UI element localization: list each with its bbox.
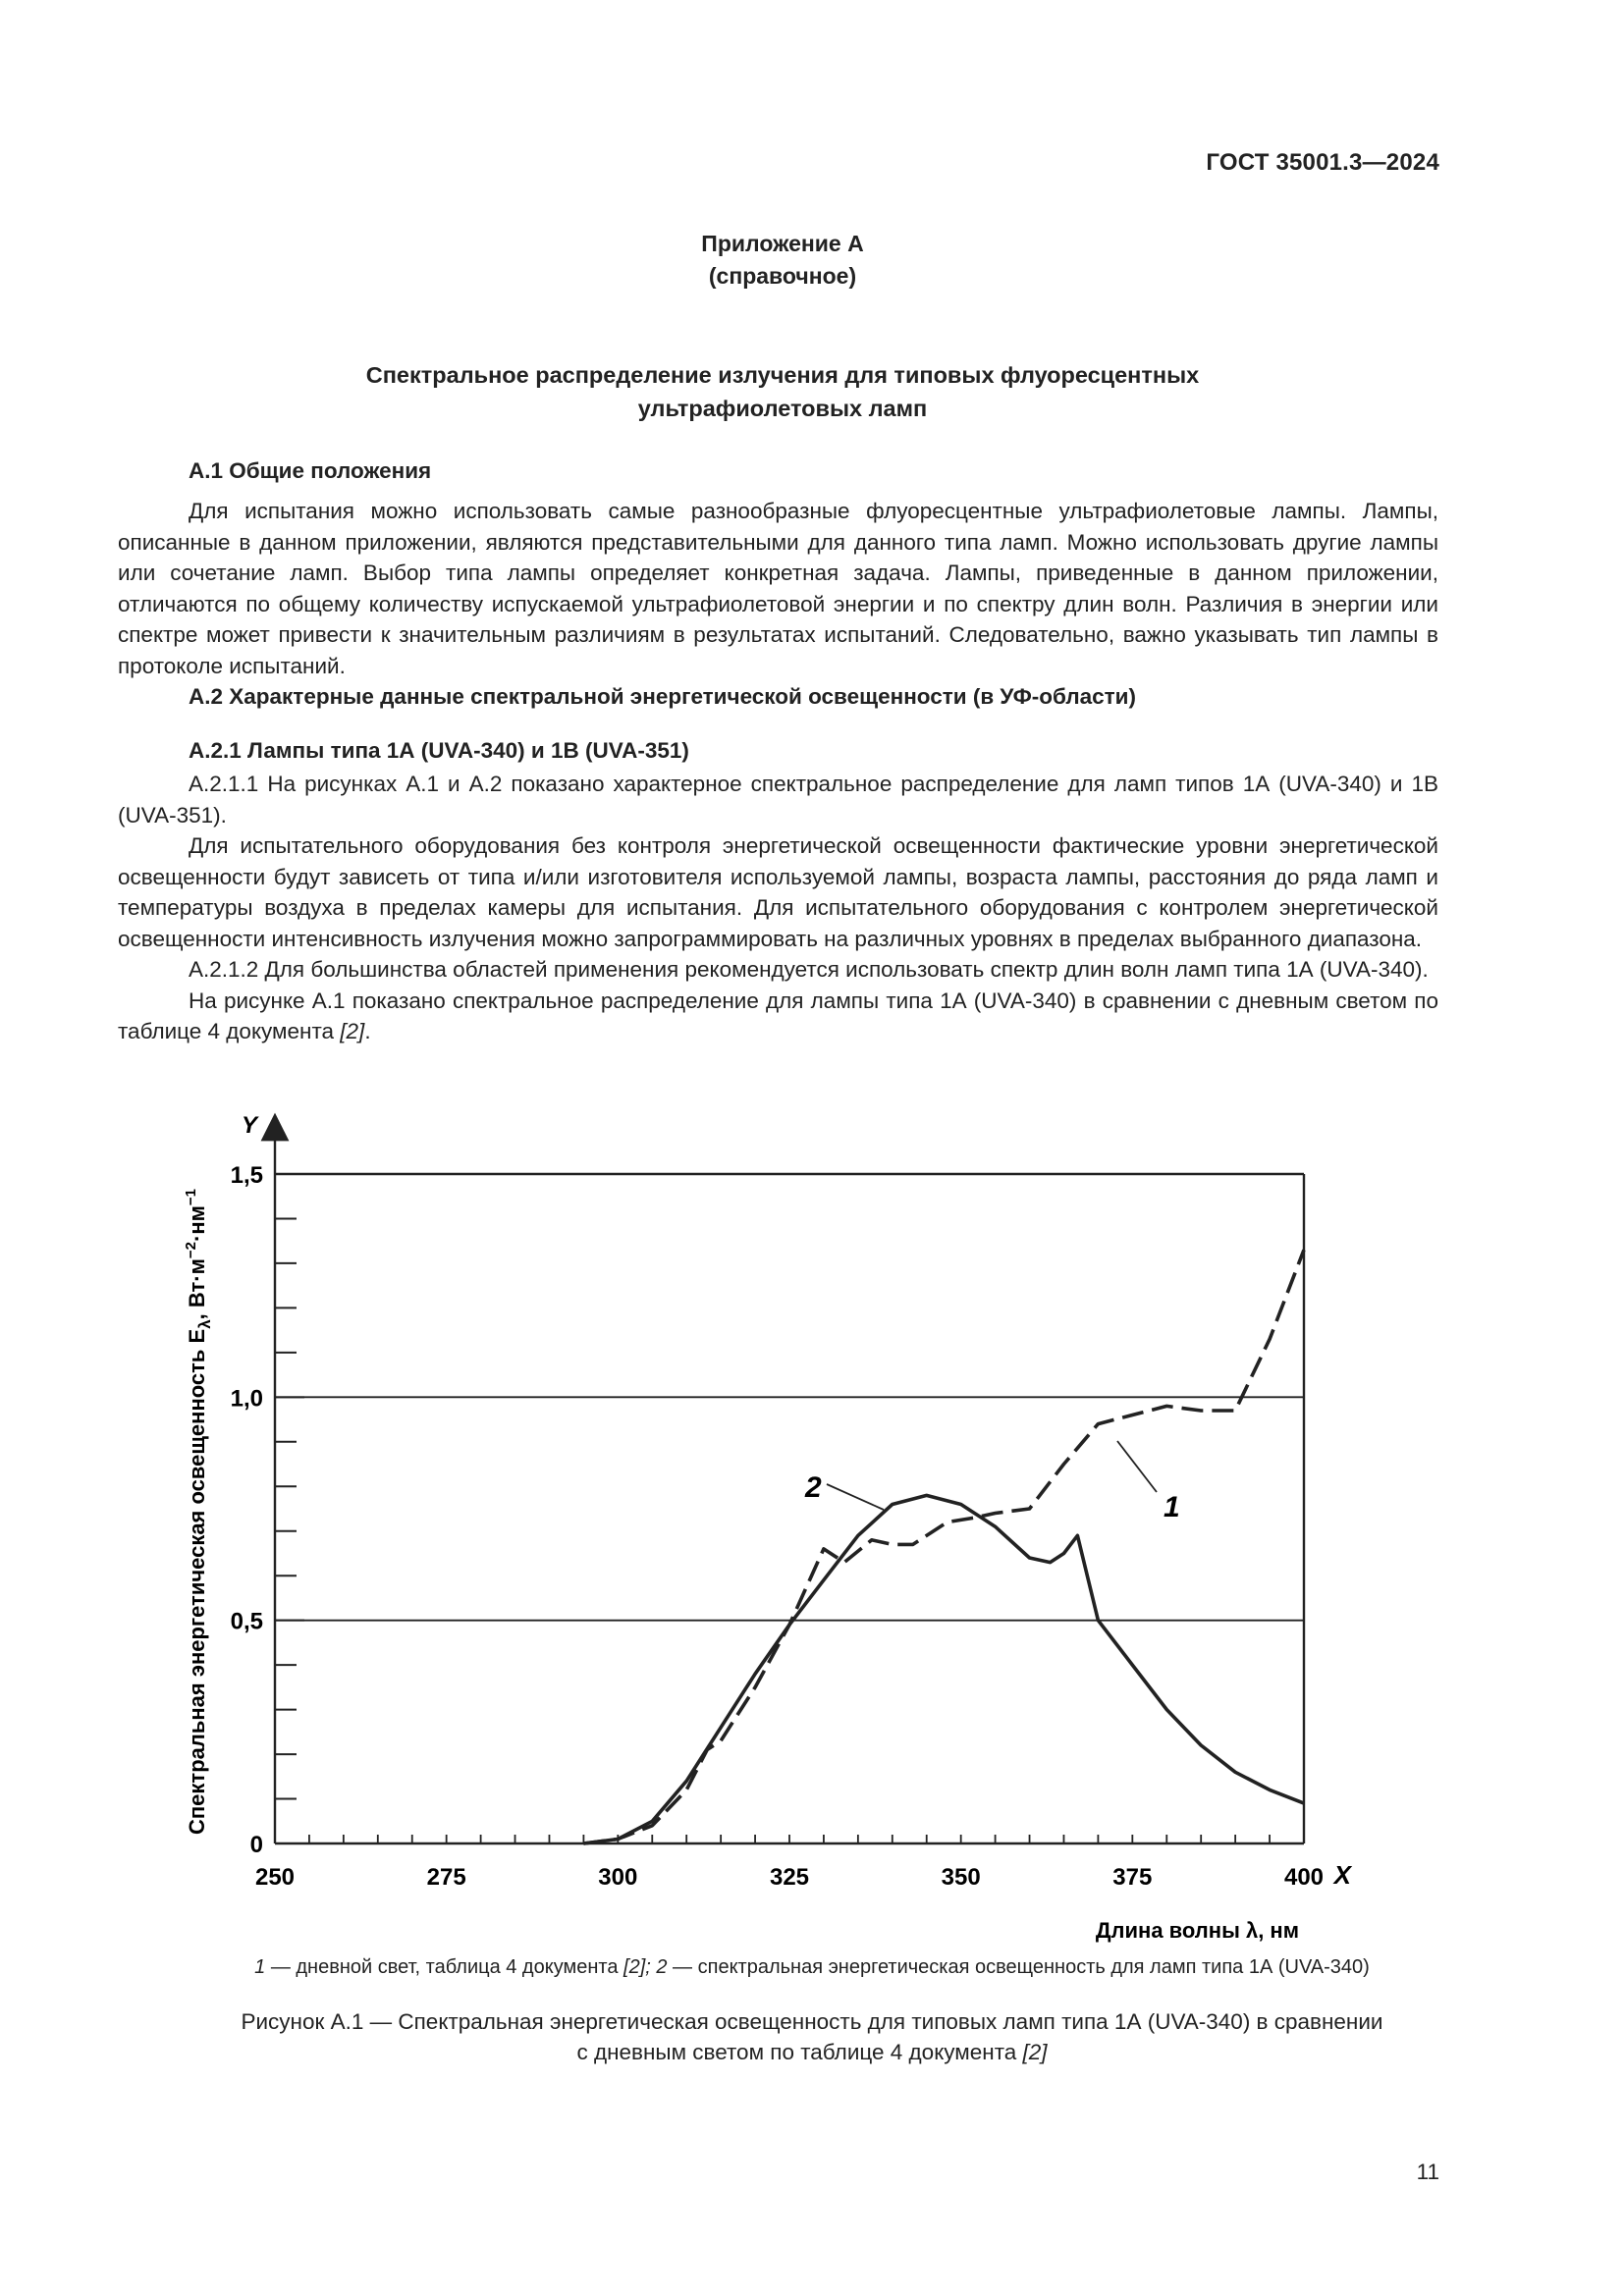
legend-1-number: 1 (254, 1956, 266, 1978)
y-axis-title-exp2: −1 (183, 1189, 199, 1206)
page-title-line-1: Спектральное распределение излучения для типовых флуоресцентных (365, 362, 1200, 388)
chart-gridlines (275, 1397, 1304, 1620)
figure-caption-line-2 (0, 2037, 1624, 2067)
x-tick-label: 375 (1112, 1864, 1153, 1891)
annotation-1-label: 1 (1164, 1491, 1180, 1523)
annotation-2-leader (827, 1484, 884, 1510)
section-a1-heading: А.1 Общие положения (189, 458, 432, 483)
legend-2-text: — спектральная энергетическая освещенность для ламп типа 1А (UVA-340) (667, 1956, 1370, 1978)
appendix-heading (0, 228, 1565, 293)
appendix-title: Приложение А (701, 231, 864, 256)
x-tick-label: 325 (769, 1864, 810, 1891)
annotation-1-leader (1117, 1441, 1157, 1492)
y-axis-title-sub: λ (195, 1319, 214, 1329)
figure-a1-chart (157, 1109, 1351, 1963)
page-title (0, 358, 1565, 425)
figure-reference-paragraph (118, 986, 1438, 1047)
legend-1-text: — дневной свет, таблица 4 документа (265, 1956, 624, 1978)
x-axis-title: Длина волны λ, нм (1095, 1918, 1299, 1943)
page-title-line-2: ультрафиолетовых ламп (637, 396, 928, 421)
section-a1-body (118, 496, 1438, 681)
section-a212-paragraph: А.2.1.2 Для большинства областей применения рекомендуется использовать спектр длин волн ламп типа 1А (UVA-340). (189, 957, 1429, 982)
y-tick-label: 1,0 (230, 1385, 263, 1413)
section-a211-paragraph-2: Для испытательного оборудования без контроля энергетической освещенности фактические уровни энергетической освещенности будут зависеть от типа и/или изготовителя используемой лампы, возраста лампы, расстояния до ряда ламп и температуры воздуха в пределах камеры для испытания. Для испытательного оборудования с контролем энергетической освещенности интенсивность излучения можно запрограммировать на различных уровнях в пределах выбранного диапазона. (118, 833, 1438, 951)
figure-reference-text: На рисунке А.1 показано спектральное распределение для лампы типа 1А (UVA-340) в сравнении с дневным светом по таблице 4 документа (118, 988, 1438, 1043)
chart-ticks (275, 1174, 1304, 1843)
document-id: ГОСТ 35001.3—2024 (1206, 149, 1439, 176)
section-a2-heading: А.2 Характерные данные спектральной энергетической освещенности (в УФ-области) (189, 684, 1137, 709)
figure-legend (0, 1956, 1624, 1979)
y-axis-title-units: , Вт·м (185, 1258, 209, 1320)
chart-svg (157, 1109, 1351, 1963)
series-2-line (583, 1495, 1304, 1843)
y-axis-title-main: Спектральная энергетическая освещенность E (185, 1328, 209, 1835)
chart-series (583, 1250, 1304, 1843)
figure-caption-cite: [2] (1022, 2040, 1048, 2064)
page-number: 11 (1416, 2160, 1439, 2184)
section-a21-heading: А.2.1 Лампы типа 1А (UVA-340) и 1В (UVA-351) (189, 738, 689, 763)
x-tick-label: 250 (254, 1864, 296, 1891)
section-a21-body (118, 769, 1438, 1047)
y-axis-title-exp1: −2 (183, 1242, 199, 1259)
x-tick-label: 350 (941, 1864, 981, 1891)
x-tick-label: 275 (426, 1864, 466, 1891)
figure-caption (0, 2006, 1624, 2067)
legend-2-number: 2 (656, 1956, 668, 1978)
appendix-subtitle: (справочное) (708, 263, 857, 289)
y-axis-letter: Y (242, 1112, 258, 1139)
x-tick-label: 400 (1283, 1864, 1325, 1891)
chart-axes (275, 1127, 1304, 1843)
y-tick-label: 0 (249, 1832, 263, 1858)
series-1-line (583, 1250, 1304, 1843)
x-axis-letter: X (1333, 1860, 1351, 1890)
figure-reference-cite: [2] (340, 1019, 365, 1043)
figure-caption-text-2: с дневным светом по таблице 4 документа (576, 2040, 1023, 2064)
section-a1-paragraph: Для испытания можно использовать самые разнообразные флуоресцентные ультрафиолетовые лампы. Лампы, описанные в данном приложении, являются представительными для данного типа ламп. Можно использовать другие лампы или сочетание ламп. Выбор типа лампы определяет конкретная задача. Лампы, приведенные в данном приложении, отличаются по общему количеству испускаемой ультрафиолетовой энергии и по спектру длин волн. Различия в энергии или спектре может привести к значительным различиям в результатах испытаний. Следовательно, важно указывать тип лампы в протоколе испытаний. (118, 499, 1438, 678)
y-tick-label: 1,5 (230, 1162, 263, 1189)
y-axis-title-mid: ·нм (185, 1205, 209, 1242)
annotation-2-label: 2 (805, 1471, 822, 1504)
figure-reference-end: . (364, 1019, 371, 1043)
chart-labels (183, 1112, 1353, 1943)
legend-1-cite: [2]; (623, 1956, 651, 1978)
x-tick-label: 300 (598, 1864, 638, 1891)
y-tick-label: 0,5 (230, 1608, 263, 1635)
figure-caption-line-1: Рисунок А.1 — Спектральная энергетическая освещенность для типовых ламп типа 1А (UVA-340) в сравнении (241, 2009, 1383, 2034)
section-a211-paragraph: А.2.1.1 На рисунках А.1 и А.2 показано характерное спектральное распределение для ламп типов 1А (UVA-340) и 1В (UVA-351). (118, 772, 1438, 828)
y-axis-title (183, 1189, 214, 1835)
